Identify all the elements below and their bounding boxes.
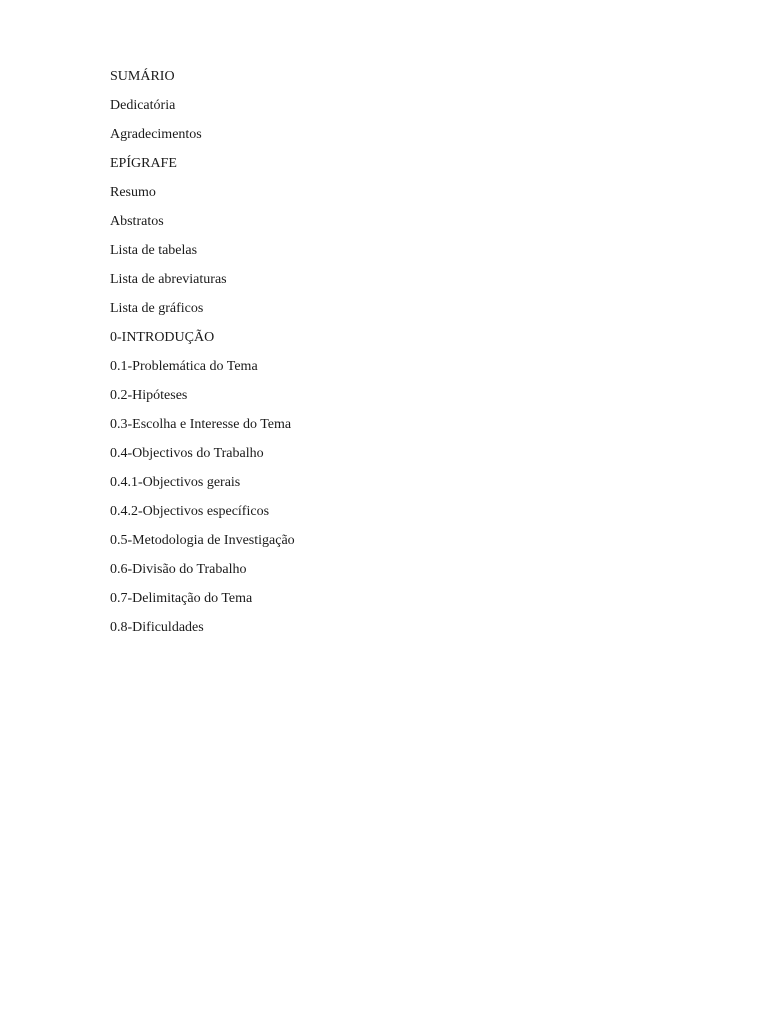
- toc-entry-escolha-interesse: 0.3-Escolha e Interesse do Tema: [110, 417, 292, 432]
- toc-entry-lista-graficos: Lista de gráficos: [110, 301, 204, 316]
- toc-entry-objectivos-trabalho: 0.4-Objectivos do Trabalho: [110, 446, 264, 461]
- toc-entry-lista-tabelas: Lista de tabelas: [110, 243, 198, 258]
- toc-entry-dedicatoria: Dedicatória: [110, 98, 176, 113]
- toc-entry-introducao: 0-INTRODUÇÃO: [110, 330, 215, 345]
- toc-entry-dificuldades: 0.8-Dificuldades: [110, 620, 204, 635]
- toc-entry-objectivos-gerais: 0.4.1-Objectivos gerais: [110, 475, 241, 490]
- toc-heading-sumario: SUMÁRIO: [110, 69, 175, 84]
- toc-entry-hipoteses: 0.2-Hipóteses: [110, 388, 188, 403]
- toc-entry-divisao-trabalho: 0.6-Divisão do Trabalho: [110, 562, 247, 577]
- toc-entry-delimitacao-tema: 0.7-Delimitação do Tema: [110, 591, 253, 606]
- table-of-contents: [110, 66, 295, 646]
- toc-entry-agradecimentos: Agradecimentos: [110, 127, 202, 142]
- toc-entry-lista-abreviaturas: Lista de abreviaturas: [110, 272, 227, 287]
- toc-entry-epigrafe: EPÍGRAFE: [110, 156, 177, 171]
- toc-entry-abstratos: Abstratos: [110, 214, 164, 229]
- toc-entry-problematica: 0.1-Problemática do Tema: [110, 359, 258, 374]
- toc-entry-resumo: Resumo: [110, 185, 156, 200]
- toc-entry-objectivos-especificos: 0.4.2-Objectivos específicos: [110, 504, 270, 519]
- toc-entry-metodologia: 0.5-Metodologia de Investigação: [110, 533, 295, 548]
